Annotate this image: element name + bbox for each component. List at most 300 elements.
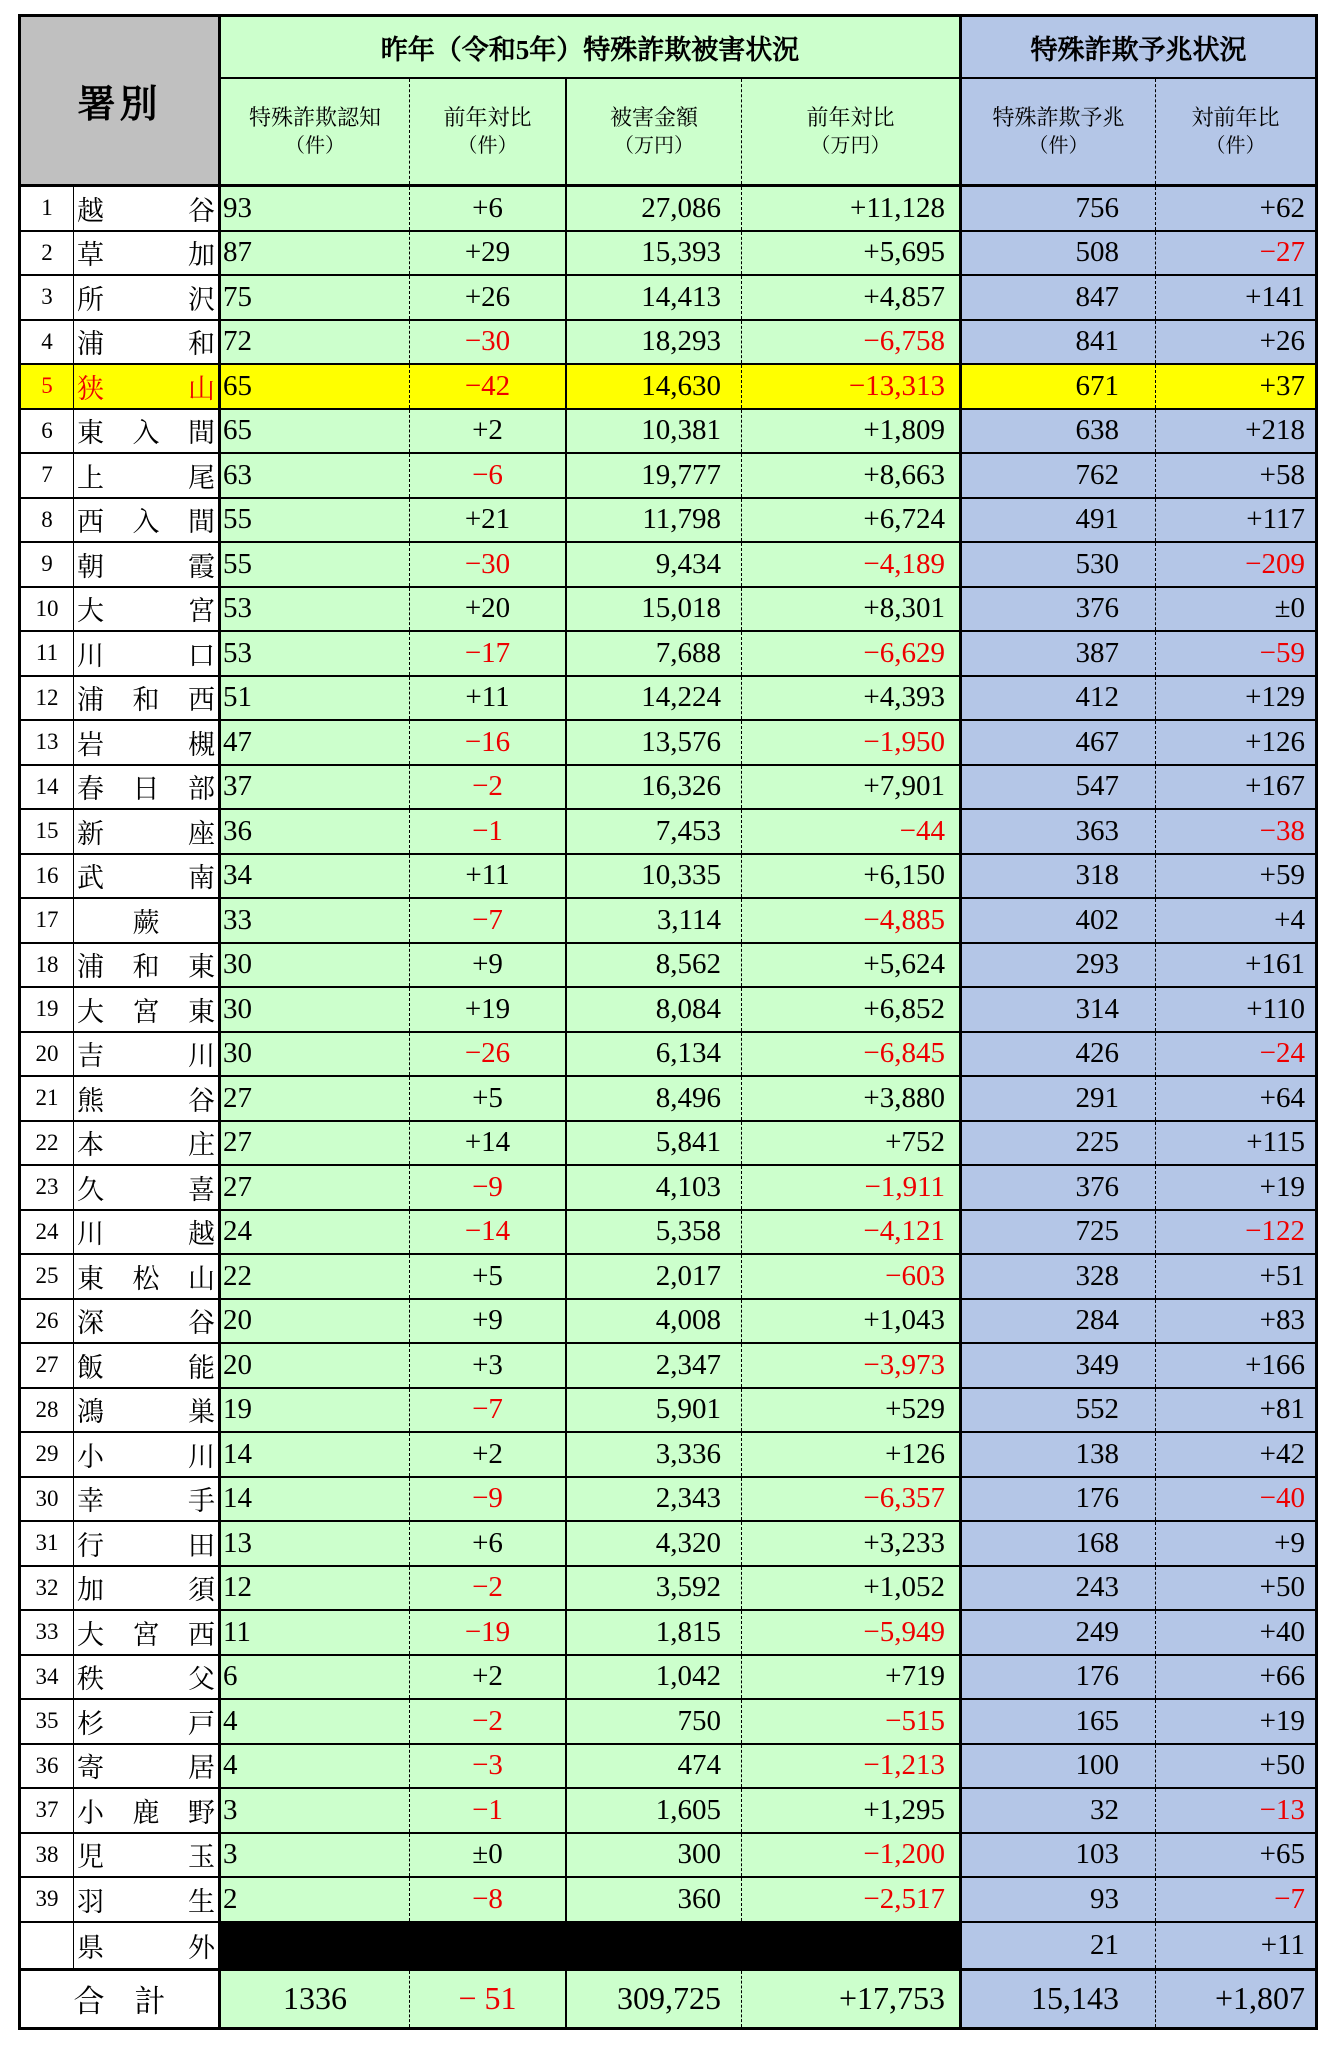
station-name: 幸 手 [74, 1478, 221, 1521]
recognized-count: 30 [221, 1033, 410, 1076]
table-body [21, 187, 1315, 2027]
yoy-amount: +3,880 [742, 1077, 962, 1120]
rank-cell: 3 [21, 276, 74, 319]
recognized-count: 4 [221, 1700, 410, 1743]
rank-cell: 19 [21, 988, 74, 1031]
fraud-statistics-table [18, 14, 1318, 2030]
yoy-amount: −3,973 [742, 1344, 962, 1387]
table-row [21, 1700, 1315, 1745]
rank-cell: 24 [21, 1211, 74, 1254]
table-row [21, 365, 1315, 410]
rank-cell: 9 [21, 543, 74, 586]
damage-amount: 14,630 [567, 365, 742, 408]
table-row [21, 1878, 1315, 1923]
yoy-amount: +4,393 [742, 677, 962, 720]
station-name: 児 玉 [74, 1834, 221, 1877]
table-row [21, 632, 1315, 677]
yoy-count: −9 [410, 1478, 567, 1521]
yoy-amount: +5,624 [742, 944, 962, 987]
damage-amount: 3,592 [567, 1567, 742, 1610]
foreshadow-count: 103 [962, 1834, 1156, 1877]
foreshadow-count: 756 [962, 187, 1156, 230]
foreshadow-count: 841 [962, 321, 1156, 364]
table-row [21, 1656, 1315, 1701]
foreshadow-yoy: −40 [1156, 1478, 1315, 1521]
station-name: 鴻 巣 [74, 1389, 221, 1432]
yoy-count: +20 [410, 588, 567, 631]
yoy-amount: −1,213 [742, 1745, 962, 1788]
table-row [21, 1834, 1315, 1879]
yoy-amount: +11,128 [742, 187, 962, 230]
damage-amount: 18,293 [567, 321, 742, 364]
station-name: 草 加 [74, 232, 221, 275]
total-yoy-amount: +17,753 [742, 1971, 962, 2028]
station-name: 吉 川 [74, 1033, 221, 1076]
foreshadow-count: 376 [962, 588, 1156, 631]
table-row [21, 1033, 1315, 1078]
rank-cell: 30 [21, 1478, 74, 1521]
yoy-amount: −4,885 [742, 899, 962, 942]
foreshadow-yoy: +64 [1156, 1077, 1315, 1120]
table-row [21, 1522, 1315, 1567]
foreshadow-yoy: +59 [1156, 855, 1315, 898]
yoy-amount: −1,911 [742, 1166, 962, 1209]
damage-amount: 8,084 [567, 988, 742, 1031]
station-name: 越 谷 [74, 187, 221, 230]
rank-cell: 8 [21, 499, 74, 542]
yoy-amount: −6,845 [742, 1033, 962, 1076]
table-row [21, 677, 1315, 722]
station-name: 寄 居 [74, 1745, 221, 1788]
yoy-amount: −13,313 [742, 365, 962, 408]
recognized-count: 75 [221, 276, 410, 319]
damage-amount: 14,413 [567, 276, 742, 319]
yoy-amount: +719 [742, 1656, 962, 1699]
damage-amount: 3,336 [567, 1433, 742, 1476]
yoy-count: +26 [410, 276, 567, 319]
foreshadow-count: 402 [962, 899, 1156, 942]
damage-amount: 1,605 [567, 1789, 742, 1832]
yoy-amount: −1,950 [742, 721, 962, 764]
foreshadow-count: 671 [962, 365, 1156, 408]
yoy-amount: −44 [742, 810, 962, 853]
recognized-count: 72 [221, 321, 410, 364]
total-damage-amount: 309,725 [567, 1971, 742, 2028]
foreshadow-count: 165 [962, 1700, 1156, 1743]
foreshadow-yoy: +66 [1156, 1656, 1315, 1699]
foreshadow-yoy: +126 [1156, 721, 1315, 764]
yoy-count: −1 [410, 1789, 567, 1832]
yoy-count: −3 [410, 1745, 567, 1788]
table-row [21, 410, 1315, 455]
foreshadow-yoy: +42 [1156, 1433, 1315, 1476]
yoy-count: +6 [410, 1522, 567, 1565]
damage-amount: 19,777 [567, 454, 742, 497]
yoy-count: +3 [410, 1344, 567, 1387]
recognized-count: 36 [221, 810, 410, 853]
foreshadow-yoy: +218 [1156, 410, 1315, 453]
foreshadow-count: 293 [962, 944, 1156, 987]
rank-cell: 27 [21, 1344, 74, 1387]
recognized-count: 20 [221, 1344, 410, 1387]
recognized-count: 3 [221, 1789, 410, 1832]
foreshadow-yoy: +19 [1156, 1700, 1315, 1743]
damage-amount: 6,134 [567, 1033, 742, 1076]
rank-cell: 10 [21, 588, 74, 631]
station-name: 深 谷 [74, 1300, 221, 1343]
foreshadow-count: 243 [962, 1567, 1156, 1610]
yoy-amount: +8,663 [742, 454, 962, 497]
foreshadow-count: 491 [962, 499, 1156, 542]
foreshadow-yoy: ±0 [1156, 588, 1315, 631]
recognized-count: 24 [221, 1211, 410, 1254]
foreshadow-count: 284 [962, 1300, 1156, 1343]
yoy-count: −2 [410, 1700, 567, 1743]
station-name: 西 入 間 [74, 499, 221, 542]
damage-amount: 2,017 [567, 1255, 742, 1298]
foreshadow-count: 100 [962, 1745, 1156, 1788]
recognized-count: 55 [221, 499, 410, 542]
foreshadow-count: 847 [962, 276, 1156, 319]
foreshadow-yoy: +65 [1156, 1834, 1315, 1877]
yoy-amount: −1,200 [742, 1834, 962, 1877]
recognized-count: 65 [221, 410, 410, 453]
station-name: 加 須 [74, 1567, 221, 1610]
table-row [21, 276, 1315, 321]
table-row [21, 810, 1315, 855]
station-name: 本 庄 [74, 1122, 221, 1165]
table-row [21, 1300, 1315, 1345]
yoy-amount: +5,695 [742, 232, 962, 275]
yoy-count: −17 [410, 632, 567, 675]
damage-amount: 5,901 [567, 1389, 742, 1432]
table-row [21, 1255, 1315, 1300]
station-name: 小 鹿 野 [74, 1789, 221, 1832]
foreshadow-count: 349 [962, 1344, 1156, 1387]
yoy-count: +11 [410, 855, 567, 898]
rank-cell: 6 [21, 410, 74, 453]
yoy-amount: +4,857 [742, 276, 962, 319]
station-name: 川 口 [74, 632, 221, 675]
blackout-cells [221, 1923, 962, 1968]
recognized-count: 20 [221, 1300, 410, 1343]
foreshadow-yoy: +110 [1156, 988, 1315, 1031]
damage-amount: 4,320 [567, 1522, 742, 1565]
yoy-amount: +1,809 [742, 410, 962, 453]
station-name: 新 座 [74, 810, 221, 853]
table-row [21, 944, 1315, 989]
station-name: 春 日 部 [74, 766, 221, 809]
rank-cell: 1 [21, 187, 74, 230]
total-foreshadow-yoy: +1,807 [1156, 1971, 1315, 2028]
table-row [21, 1478, 1315, 1523]
foreshadow-yoy: +50 [1156, 1567, 1315, 1610]
station-name: 蕨 [74, 899, 221, 942]
damage-amount: 2,343 [567, 1478, 742, 1521]
table-row-kengai [21, 1923, 1315, 1971]
yoy-amount: +1,295 [742, 1789, 962, 1832]
foreshadow-yoy: +81 [1156, 1389, 1315, 1432]
foreshadow-count: 376 [962, 1166, 1156, 1209]
foreshadow-count: 547 [962, 766, 1156, 809]
rank-cell: 25 [21, 1255, 74, 1298]
table-row [21, 1389, 1315, 1434]
station-name: 行 田 [74, 1522, 221, 1565]
foreshadow-yoy: −209 [1156, 543, 1315, 586]
yoy-amount: −6,629 [742, 632, 962, 675]
yoy-amount: −2,517 [742, 1878, 962, 1921]
station-name: 飯 能 [74, 1344, 221, 1387]
station-name: 東 松 山 [74, 1255, 221, 1298]
recognized-count: 19 [221, 1389, 410, 1432]
yoy-count: −26 [410, 1033, 567, 1076]
foreshadow-yoy: +117 [1156, 499, 1315, 542]
table-row [21, 588, 1315, 633]
foreshadow-yoy: −27 [1156, 232, 1315, 275]
yoy-amount: +3,233 [742, 1522, 962, 1565]
table-row [21, 187, 1315, 232]
damage-amount: 8,496 [567, 1077, 742, 1120]
damage-amount: 7,688 [567, 632, 742, 675]
damage-amount: 5,358 [567, 1211, 742, 1254]
damage-amount: 15,018 [567, 588, 742, 631]
rank-cell: 11 [21, 632, 74, 675]
recognized-count: 4 [221, 1745, 410, 1788]
rank-cell [21, 1923, 74, 1968]
foreshadow-count: 552 [962, 1389, 1156, 1432]
table-row [21, 232, 1315, 277]
foreshadow-count: 725 [962, 1211, 1156, 1254]
foreshadow-yoy: +115 [1156, 1122, 1315, 1165]
yoy-count: +5 [410, 1255, 567, 1298]
recognized-count: 2 [221, 1878, 410, 1921]
foreshadow-yoy: −13 [1156, 1789, 1315, 1832]
rank-cell: 36 [21, 1745, 74, 1788]
table-row [21, 1611, 1315, 1656]
recognized-count: 14 [221, 1433, 410, 1476]
recognized-count: 51 [221, 677, 410, 720]
recognized-count: 30 [221, 944, 410, 987]
foreshadow-count: 21 [962, 1923, 1156, 1968]
damage-amount: 15,393 [567, 232, 742, 275]
station-name: 武 南 [74, 855, 221, 898]
rank-cell: 5 [21, 365, 74, 408]
foreshadow-count: 508 [962, 232, 1156, 275]
yoy-count: −30 [410, 321, 567, 364]
yoy-amount: −515 [742, 1700, 962, 1743]
damage-amount: 10,335 [567, 855, 742, 898]
yoy-count: +6 [410, 187, 567, 230]
rank-cell: 13 [21, 721, 74, 764]
foreshadow-count: 32 [962, 1789, 1156, 1832]
foreshadow-count: 176 [962, 1478, 1156, 1521]
foreshadow-yoy: −38 [1156, 810, 1315, 853]
rank-cell: 35 [21, 1700, 74, 1743]
recognized-count: 6 [221, 1656, 410, 1699]
yoy-count: +29 [410, 232, 567, 275]
damage-amount: 4,008 [567, 1300, 742, 1343]
damage-amount: 1,815 [567, 1611, 742, 1654]
table-row [21, 1745, 1315, 1790]
corner-header-station [21, 17, 221, 184]
yoy-count: −8 [410, 1878, 567, 1921]
foreshadow-count: 93 [962, 1878, 1156, 1921]
yoy-count: −14 [410, 1211, 567, 1254]
damage-amount: 27,086 [567, 187, 742, 230]
rank-cell: 23 [21, 1166, 74, 1209]
damage-amount: 1,042 [567, 1656, 742, 1699]
recognized-count: 47 [221, 721, 410, 764]
table-row [21, 1166, 1315, 1211]
station-name: 杉 戸 [74, 1700, 221, 1743]
yoy-count: +11 [410, 677, 567, 720]
table-row [21, 899, 1315, 944]
rank-cell: 17 [21, 899, 74, 942]
foreshadow-yoy: +58 [1156, 454, 1315, 497]
station-name: 浦 和 [74, 321, 221, 364]
recognized-count: 27 [221, 1166, 410, 1209]
yoy-amount: +126 [742, 1433, 962, 1476]
foreshadow-count: 762 [962, 454, 1156, 497]
yoy-amount: +529 [742, 1389, 962, 1432]
rank-cell: 32 [21, 1567, 74, 1610]
foreshadow-count: 176 [962, 1656, 1156, 1699]
table-header [21, 17, 1315, 187]
foreshadow-yoy: +161 [1156, 944, 1315, 987]
yoy-amount: +8,301 [742, 588, 962, 631]
yoy-amount: −4,121 [742, 1211, 962, 1254]
col-header-yoy-count: 前年対比 （件） [410, 79, 567, 184]
damage-amount: 300 [567, 1834, 742, 1877]
yoy-amount: +1,043 [742, 1300, 962, 1343]
station-name: 久 喜 [74, 1166, 221, 1209]
total-label: 合 計 [21, 1971, 221, 2028]
foreshadow-count: 291 [962, 1077, 1156, 1120]
rank-cell: 34 [21, 1656, 74, 1699]
rank-cell: 28 [21, 1389, 74, 1432]
table-row [21, 543, 1315, 588]
total-foreshadow-count: 15,143 [962, 1971, 1156, 2028]
rank-cell: 7 [21, 454, 74, 497]
rank-cell: 21 [21, 1077, 74, 1120]
table-row [21, 1789, 1315, 1834]
yoy-count: +2 [410, 1656, 567, 1699]
table-row [21, 454, 1315, 499]
rank-cell: 12 [21, 677, 74, 720]
rank-cell: 39 [21, 1878, 74, 1921]
foreshadow-yoy: +51 [1156, 1255, 1315, 1298]
foreshadow-yoy: +37 [1156, 365, 1315, 408]
table-row [21, 721, 1315, 766]
rank-cell: 22 [21, 1122, 74, 1165]
table-row [21, 1122, 1315, 1167]
table-row [21, 1211, 1315, 1256]
recognized-count: 53 [221, 588, 410, 631]
yoy-count: −6 [410, 454, 567, 497]
recognized-count: 13 [221, 1522, 410, 1565]
recognized-count: 87 [221, 232, 410, 275]
foreshadow-yoy: +129 [1156, 677, 1315, 720]
foreshadow-count: 638 [962, 410, 1156, 453]
station-name: 川 越 [74, 1211, 221, 1254]
table-row [21, 1433, 1315, 1478]
foreshadow-yoy: +167 [1156, 766, 1315, 809]
rank-cell: 33 [21, 1611, 74, 1654]
foreshadow-yoy: +166 [1156, 1344, 1315, 1387]
rank-cell: 15 [21, 810, 74, 853]
station-name: 所 沢 [74, 276, 221, 319]
station-name: 大 宮 [74, 588, 221, 631]
foreshadow-count: 412 [962, 677, 1156, 720]
table-row [21, 1567, 1315, 1612]
rank-cell: 14 [21, 766, 74, 809]
station-name: 東 入 間 [74, 410, 221, 453]
recognized-count: 34 [221, 855, 410, 898]
station-name: 浦 和 西 [74, 677, 221, 720]
yoy-count: −9 [410, 1166, 567, 1209]
recognized-count: 11 [221, 1611, 410, 1654]
yoy-count: −16 [410, 721, 567, 764]
yoy-amount: −603 [742, 1255, 962, 1298]
table-row [21, 855, 1315, 900]
station-name: 上 尾 [74, 454, 221, 497]
foreshadow-count: 387 [962, 632, 1156, 675]
yoy-count: −19 [410, 1611, 567, 1654]
recognized-count: 65 [221, 365, 410, 408]
station-name: 羽 生 [74, 1878, 221, 1921]
station-name: 小 川 [74, 1433, 221, 1476]
group-header-damage: 昨年（令和5年）特殊詐欺被害状況 [221, 17, 962, 79]
yoy-count: +9 [410, 944, 567, 987]
table-row [21, 1077, 1315, 1122]
foreshadow-yoy: +11 [1156, 1923, 1315, 1968]
foreshadow-yoy: +9 [1156, 1522, 1315, 1565]
group-header-foreshadow: 特殊詐欺予兆状況 [962, 17, 1315, 79]
rank-cell: 26 [21, 1300, 74, 1343]
damage-amount: 4,103 [567, 1166, 742, 1209]
table-row [21, 499, 1315, 544]
station-name: 大 宮 東 [74, 988, 221, 1031]
station-name: 浦 和 東 [74, 944, 221, 987]
yoy-count: +2 [410, 410, 567, 453]
foreshadow-count: 363 [962, 810, 1156, 853]
yoy-count: +2 [410, 1433, 567, 1476]
foreshadow-yoy: −24 [1156, 1033, 1315, 1076]
table-row [21, 321, 1315, 366]
yoy-count: ±0 [410, 1834, 567, 1877]
yoy-count: −7 [410, 1389, 567, 1432]
foreshadow-count: 530 [962, 543, 1156, 586]
recognized-count: 12 [221, 1567, 410, 1610]
table-row [21, 766, 1315, 811]
foreshadow-yoy: +62 [1156, 187, 1315, 230]
recognized-count: 55 [221, 543, 410, 586]
station-name: 熊 谷 [74, 1077, 221, 1120]
yoy-count: −2 [410, 1567, 567, 1610]
damage-amount: 2,347 [567, 1344, 742, 1387]
foreshadow-count: 249 [962, 1611, 1156, 1654]
yoy-amount: −6,758 [742, 321, 962, 364]
corner-label: 署別 [77, 84, 162, 126]
station-name: 狭 山 [74, 365, 221, 408]
damage-amount: 3,114 [567, 899, 742, 942]
foreshadow-count: 328 [962, 1255, 1156, 1298]
table-row [21, 1344, 1315, 1389]
rank-cell: 16 [21, 855, 74, 898]
damage-amount: 11,798 [567, 499, 742, 542]
yoy-amount: +6,150 [742, 855, 962, 898]
rank-cell: 20 [21, 1033, 74, 1076]
